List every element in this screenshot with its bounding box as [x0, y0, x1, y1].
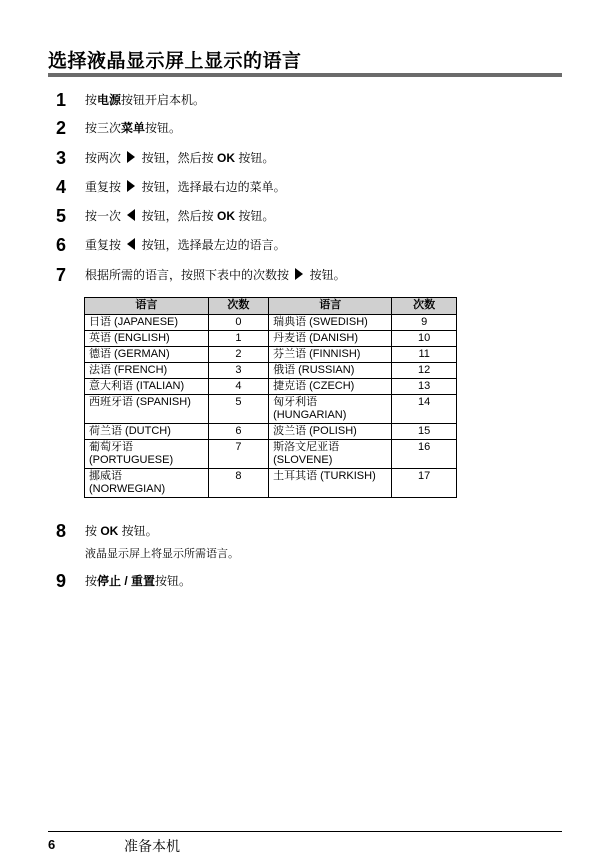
- footer-section-title: 准备本机: [124, 838, 180, 854]
- step-text-part: 按钮。: [235, 209, 275, 223]
- step-text: [85, 179, 286, 195]
- press-count-cell: 14: [392, 395, 457, 424]
- press-count-cell: 15: [392, 424, 457, 440]
- step-bold-text: 菜单: [121, 121, 146, 135]
- step-text-part: 按钮，选择最右边的菜单。: [138, 180, 286, 194]
- step-number: 4: [56, 177, 67, 197]
- step-bold-text: 停止 / 重置: [97, 574, 156, 588]
- step-8: [0, 520, 613, 544]
- step-text-part: 按钮，然后按: [138, 209, 218, 223]
- language-cell: 法语 (FRENCH): [85, 363, 209, 379]
- table-header-cell: 次数: [208, 298, 268, 315]
- step-bold-text: OK: [100, 524, 119, 538]
- step-bold-text: 电源: [97, 93, 122, 107]
- step-3: [0, 147, 613, 171]
- press-count-cell: 7: [208, 440, 268, 469]
- step-text-part: 按钮。: [306, 268, 346, 282]
- language-cell: 挪威语 (NORWEGIAN): [85, 469, 209, 498]
- press-count-cell: 17: [392, 469, 457, 498]
- step-text-part: 重复按: [85, 180, 125, 194]
- press-count-cell: 4: [208, 379, 268, 395]
- step-number: 3: [56, 148, 67, 168]
- table-body: [85, 315, 457, 498]
- table-row: [85, 363, 457, 379]
- language-cell: 俄语 (RUSSIAN): [269, 363, 392, 379]
- left-arrow-icon: [127, 238, 135, 250]
- language-cell: 瑞典语 (SWEDISH): [269, 315, 392, 331]
- language-cell: 斯洛文尼亚语 (SLOVENE): [269, 440, 392, 469]
- step-bold-text: OK: [217, 151, 236, 165]
- step-text-part: 重复按: [85, 238, 125, 252]
- step-7: [0, 264, 613, 288]
- language-cell: 西班牙语 (SPANISH): [85, 395, 209, 424]
- page-title: 选择液晶显示屏上显示的语言: [48, 51, 302, 72]
- language-cell: 匈牙利语 (HUNGARIAN): [269, 395, 392, 424]
- step-8-note: 液晶显示屏上将显示所需语言。: [85, 547, 239, 560]
- press-count-cell: 3: [208, 363, 268, 379]
- footer-rule: [48, 831, 562, 832]
- language-cell: 波兰语 (POLISH): [269, 424, 392, 440]
- step-number: 9: [56, 571, 67, 591]
- language-cell: 土耳其语 (TURKISH): [269, 469, 392, 498]
- step-text: [85, 573, 191, 589]
- page-number: 6: [48, 837, 56, 852]
- press-count-cell: 0: [208, 315, 268, 331]
- step-bold-text: OK: [217, 209, 236, 223]
- language-cell: 芬兰语 (FINNISH): [269, 347, 392, 363]
- press-count-cell: 11: [392, 347, 457, 363]
- title-rule: [48, 73, 562, 77]
- step-text-part: 按: [85, 524, 101, 538]
- language-cell: 日语 (JAPANESE): [85, 315, 209, 331]
- step-text-part: 按钮，选择最左边的语言。: [138, 238, 286, 252]
- right-arrow-icon: [127, 151, 135, 163]
- press-count-cell: 8: [208, 469, 268, 498]
- step-2: [0, 117, 613, 141]
- step-text: [85, 120, 181, 136]
- table-header-row: [85, 298, 457, 315]
- language-cell: 荷兰语 (DUTCH): [85, 424, 209, 440]
- step-text: [85, 237, 286, 253]
- step-text-part: 按两次: [85, 151, 125, 165]
- press-count-cell: 1: [208, 331, 268, 347]
- press-count-cell: 9: [392, 315, 457, 331]
- step-text: [85, 523, 158, 539]
- step-text-part: 按钮。: [118, 524, 158, 538]
- table-header-cell: 次数: [392, 298, 457, 315]
- step-text-part: 按: [85, 574, 98, 588]
- step-text: [85, 150, 274, 166]
- step-9: [0, 570, 613, 594]
- language-cell: 英语 (ENGLISH): [85, 331, 209, 347]
- step-number: 7: [56, 265, 67, 285]
- step-4: [0, 176, 613, 200]
- press-count-cell: 12: [392, 363, 457, 379]
- table-row: [85, 379, 457, 395]
- step-text-part: 按钮，然后按: [138, 151, 218, 165]
- step-number: 1: [56, 90, 67, 110]
- table-row: [85, 440, 457, 469]
- step-number: 8: [56, 521, 67, 541]
- table-row: [85, 315, 457, 331]
- step-text-part: 按钮。: [235, 151, 275, 165]
- language-cell: 葡萄牙语 (PORTUGUESE): [85, 440, 209, 469]
- step-text: [85, 92, 205, 108]
- table-row: [85, 424, 457, 440]
- press-count-cell: 2: [208, 347, 268, 363]
- step-text-part: 按钮。: [155, 574, 192, 588]
- press-count-cell: 6: [208, 424, 268, 440]
- step-text: [85, 208, 274, 224]
- table-header-cell: 语言: [269, 298, 392, 315]
- step-text-part: 按钮。: [145, 121, 182, 135]
- step-text: [85, 267, 346, 283]
- language-cell: 捷克语 (CZECH): [269, 379, 392, 395]
- left-arrow-icon: [127, 209, 135, 221]
- press-count-cell: 13: [392, 379, 457, 395]
- step-text-part: 按钮开启本机。: [121, 93, 206, 107]
- step-1: [0, 89, 613, 113]
- table-row: [85, 395, 457, 424]
- language-table: [84, 297, 457, 498]
- step-5: [0, 205, 613, 229]
- table-header-cell: 语言: [85, 298, 209, 315]
- step-number: 5: [56, 206, 67, 226]
- step-6: [0, 234, 613, 258]
- step-number: 6: [56, 235, 67, 255]
- language-cell: 意大利语 (ITALIAN): [85, 379, 209, 395]
- step-text-part: 根据所需的语言，按照下表中的次数按: [85, 268, 293, 282]
- language-cell: 德语 (GERMAN): [85, 347, 209, 363]
- step-text-part: 按一次: [85, 209, 125, 223]
- press-count-cell: 5: [208, 395, 268, 424]
- step-text-part: 按: [85, 93, 98, 107]
- language-cell: 丹麦语 (DANISH): [269, 331, 392, 347]
- right-arrow-icon: [295, 268, 303, 280]
- table-row: [85, 331, 457, 347]
- press-count-cell: 10: [392, 331, 457, 347]
- step-number: 2: [56, 118, 67, 138]
- right-arrow-icon: [127, 180, 135, 192]
- table-row: [85, 347, 457, 363]
- press-count-cell: 16: [392, 440, 457, 469]
- table-row: [85, 469, 457, 498]
- step-text-part: 按三次: [85, 121, 122, 135]
